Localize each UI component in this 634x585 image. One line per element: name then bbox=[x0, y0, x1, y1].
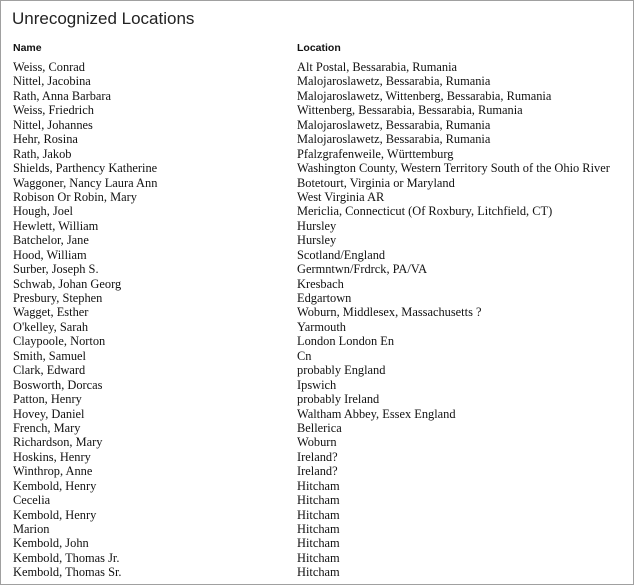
table-row bbox=[1, 565, 633, 579]
row-name-cell: Marion bbox=[13, 522, 50, 536]
table-row bbox=[1, 363, 633, 377]
row-location-cell: probably England bbox=[297, 363, 386, 378]
row-name-cell: Claypoole, Norton bbox=[13, 334, 106, 349]
table-row bbox=[1, 204, 633, 218]
row-location-cell: Bellerica bbox=[297, 420, 342, 435]
table-row bbox=[1, 291, 633, 305]
row-name-cell: Kembold, John bbox=[13, 536, 89, 551]
table-row bbox=[1, 334, 633, 348]
table-row bbox=[1, 132, 633, 146]
row-name-cell: Hehr, Rosina bbox=[13, 132, 78, 147]
row-name-cell: Kembold, Thomas Jr. bbox=[13, 550, 120, 565]
row-location-cell: Hitcham bbox=[297, 536, 340, 551]
row-name-cell: Hewlett, William bbox=[13, 218, 99, 233]
table-row bbox=[1, 190, 633, 204]
row-name-cell: Nittel, Jacobina bbox=[13, 74, 91, 89]
table-row bbox=[1, 74, 633, 88]
row-location-cell: Malojaroslawetz, Bessarabia, Rumania bbox=[297, 74, 491, 89]
row-location-cell: probably Ireland bbox=[297, 392, 380, 407]
table-row bbox=[1, 233, 633, 247]
table-row bbox=[1, 277, 633, 291]
row-location-cell: Ipswich bbox=[297, 377, 337, 392]
row-location-cell: Edgartown bbox=[297, 291, 352, 305]
row-location-cell: Alt Postal, Bessarabia, Rumania bbox=[297, 60, 458, 74]
row-location-cell: Malojaroslawetz, Wittenberg, Bessarabia, Rumania bbox=[297, 88, 552, 103]
row-name-cell: Kembold, Henry bbox=[13, 507, 97, 522]
row-location-cell: Ireland? bbox=[297, 449, 338, 464]
row-name-cell: Smith, Samuel bbox=[13, 348, 86, 363]
row-name-cell: Batchelor, Jane bbox=[13, 233, 89, 248]
row-name-cell: Hovey, Daniel bbox=[13, 406, 85, 421]
table-row bbox=[1, 551, 633, 565]
table-row bbox=[1, 103, 633, 117]
row-location-cell: Pfalzgrafenweile, Württemburg bbox=[297, 146, 454, 161]
row-name-cell: Kembold, Henry bbox=[13, 478, 97, 493]
row-name-cell: French, Mary bbox=[13, 420, 81, 435]
row-name-cell: Weiss, Conrad bbox=[13, 60, 85, 74]
row-name-cell: Waggoner, Nancy Laura Ann bbox=[13, 175, 158, 190]
row-location-cell: Waltham Abbey, Essex England bbox=[297, 406, 456, 421]
row-name-cell: Richardson, Mary bbox=[13, 435, 103, 450]
row-location-cell: Woburn bbox=[297, 435, 337, 450]
row-name-cell: Schwab, Johan Georg bbox=[13, 276, 122, 291]
row-location-cell: Hitcham bbox=[297, 522, 340, 536]
row-name-cell: Presbury, Stephen bbox=[13, 291, 103, 305]
table-row bbox=[1, 248, 633, 262]
row-location-cell: Washington County, Western Territory South of the Ohio River bbox=[297, 161, 610, 176]
table-row bbox=[1, 89, 633, 103]
row-location-cell: London London En bbox=[297, 334, 395, 349]
row-location-cell: Kresbach bbox=[297, 276, 344, 291]
locations-table bbox=[1, 60, 633, 580]
table-row bbox=[1, 508, 633, 522]
row-location-cell: Hursley bbox=[297, 233, 337, 248]
row-location-cell: Woburn, Middlesex, Massachusetts ? bbox=[297, 305, 482, 320]
table-row bbox=[1, 435, 633, 449]
row-name-cell: Surber, Joseph S. bbox=[13, 262, 99, 277]
row-location-cell: West Virginia AR bbox=[297, 189, 385, 204]
row-name-cell: Kembold, Thomas Sr. bbox=[13, 565, 122, 580]
table-row bbox=[1, 407, 633, 421]
row-location-cell: Malojaroslawetz, Bessarabia, Rumania bbox=[297, 117, 491, 132]
row-name-cell: Hough, Joel bbox=[13, 204, 73, 219]
table-row bbox=[1, 118, 633, 132]
table-row bbox=[1, 522, 633, 536]
row-name-cell: Winthrop, Anne bbox=[13, 464, 93, 479]
row-location-cell: Hitcham bbox=[297, 565, 340, 580]
row-location-cell: Hursley bbox=[297, 218, 337, 233]
row-location-cell: Scotland/England bbox=[297, 247, 386, 262]
row-name-cell: Weiss, Friedrich bbox=[13, 103, 94, 118]
row-location-cell: Botetourt, Virginia or Maryland bbox=[297, 175, 455, 190]
row-name-cell: Patton, Henry bbox=[13, 392, 82, 407]
row-name-cell: Wagget, Esther bbox=[13, 305, 89, 320]
row-name-cell: Nittel, Johannes bbox=[13, 117, 93, 132]
row-location-cell: Mericlia, Connecticut (Of Roxbury, Litchfield, CT) bbox=[297, 204, 553, 219]
table-row bbox=[1, 161, 633, 175]
row-name-cell: Cecelia bbox=[13, 493, 51, 508]
row-name-cell: Hood, William bbox=[13, 247, 87, 262]
table-row bbox=[1, 479, 633, 493]
row-name-cell: Shields, Parthency Katherine bbox=[13, 161, 158, 176]
table-row bbox=[1, 349, 633, 363]
row-location-cell: Yarmouth bbox=[297, 319, 346, 334]
row-location-cell: Malojaroslawetz, Bessarabia, Rumania bbox=[297, 132, 491, 147]
table-row bbox=[1, 262, 633, 276]
table-row bbox=[1, 493, 633, 507]
row-location-cell: Hitcham bbox=[297, 493, 340, 508]
table-row bbox=[1, 147, 633, 161]
row-location-cell: Hitcham bbox=[297, 507, 340, 522]
row-name-cell: Rath, Anna Barbara bbox=[13, 88, 112, 103]
row-location-cell: Hitcham bbox=[297, 478, 340, 493]
row-location-cell: Ireland? bbox=[297, 464, 338, 479]
column-header-location: Location bbox=[297, 42, 341, 54]
row-name-cell: O'kelley, Sarah bbox=[13, 319, 89, 334]
row-name-cell: Robison Or Robin, Mary bbox=[13, 189, 137, 204]
table-row bbox=[1, 60, 633, 74]
row-location-cell: Wittenberg, Bessarabia, Bessarabia, Rumania bbox=[297, 103, 523, 118]
row-location-cell: Cn bbox=[297, 348, 312, 363]
table-row bbox=[1, 305, 633, 319]
row-name-cell: Rath, Jakob bbox=[13, 146, 72, 161]
row-name-cell: Hoskins, Henry bbox=[13, 449, 91, 464]
column-header-name: Name bbox=[13, 42, 42, 54]
table-row bbox=[1, 176, 633, 190]
table-row bbox=[1, 392, 633, 406]
row-name-cell: Bosworth, Dorcas bbox=[13, 377, 103, 392]
table-row bbox=[1, 464, 633, 478]
row-name-cell: Clark, Edward bbox=[13, 363, 86, 378]
report-title: Unrecognized Locations bbox=[12, 9, 195, 28]
table-row bbox=[1, 378, 633, 392]
row-location-cell: Hitcham bbox=[297, 550, 340, 565]
table-row bbox=[1, 536, 633, 550]
table-row bbox=[1, 219, 633, 233]
row-location-cell: Germntwn/Frdrck, PA/VA bbox=[297, 262, 428, 277]
table-row bbox=[1, 421, 633, 435]
table-row bbox=[1, 450, 633, 464]
table-row bbox=[1, 320, 633, 334]
